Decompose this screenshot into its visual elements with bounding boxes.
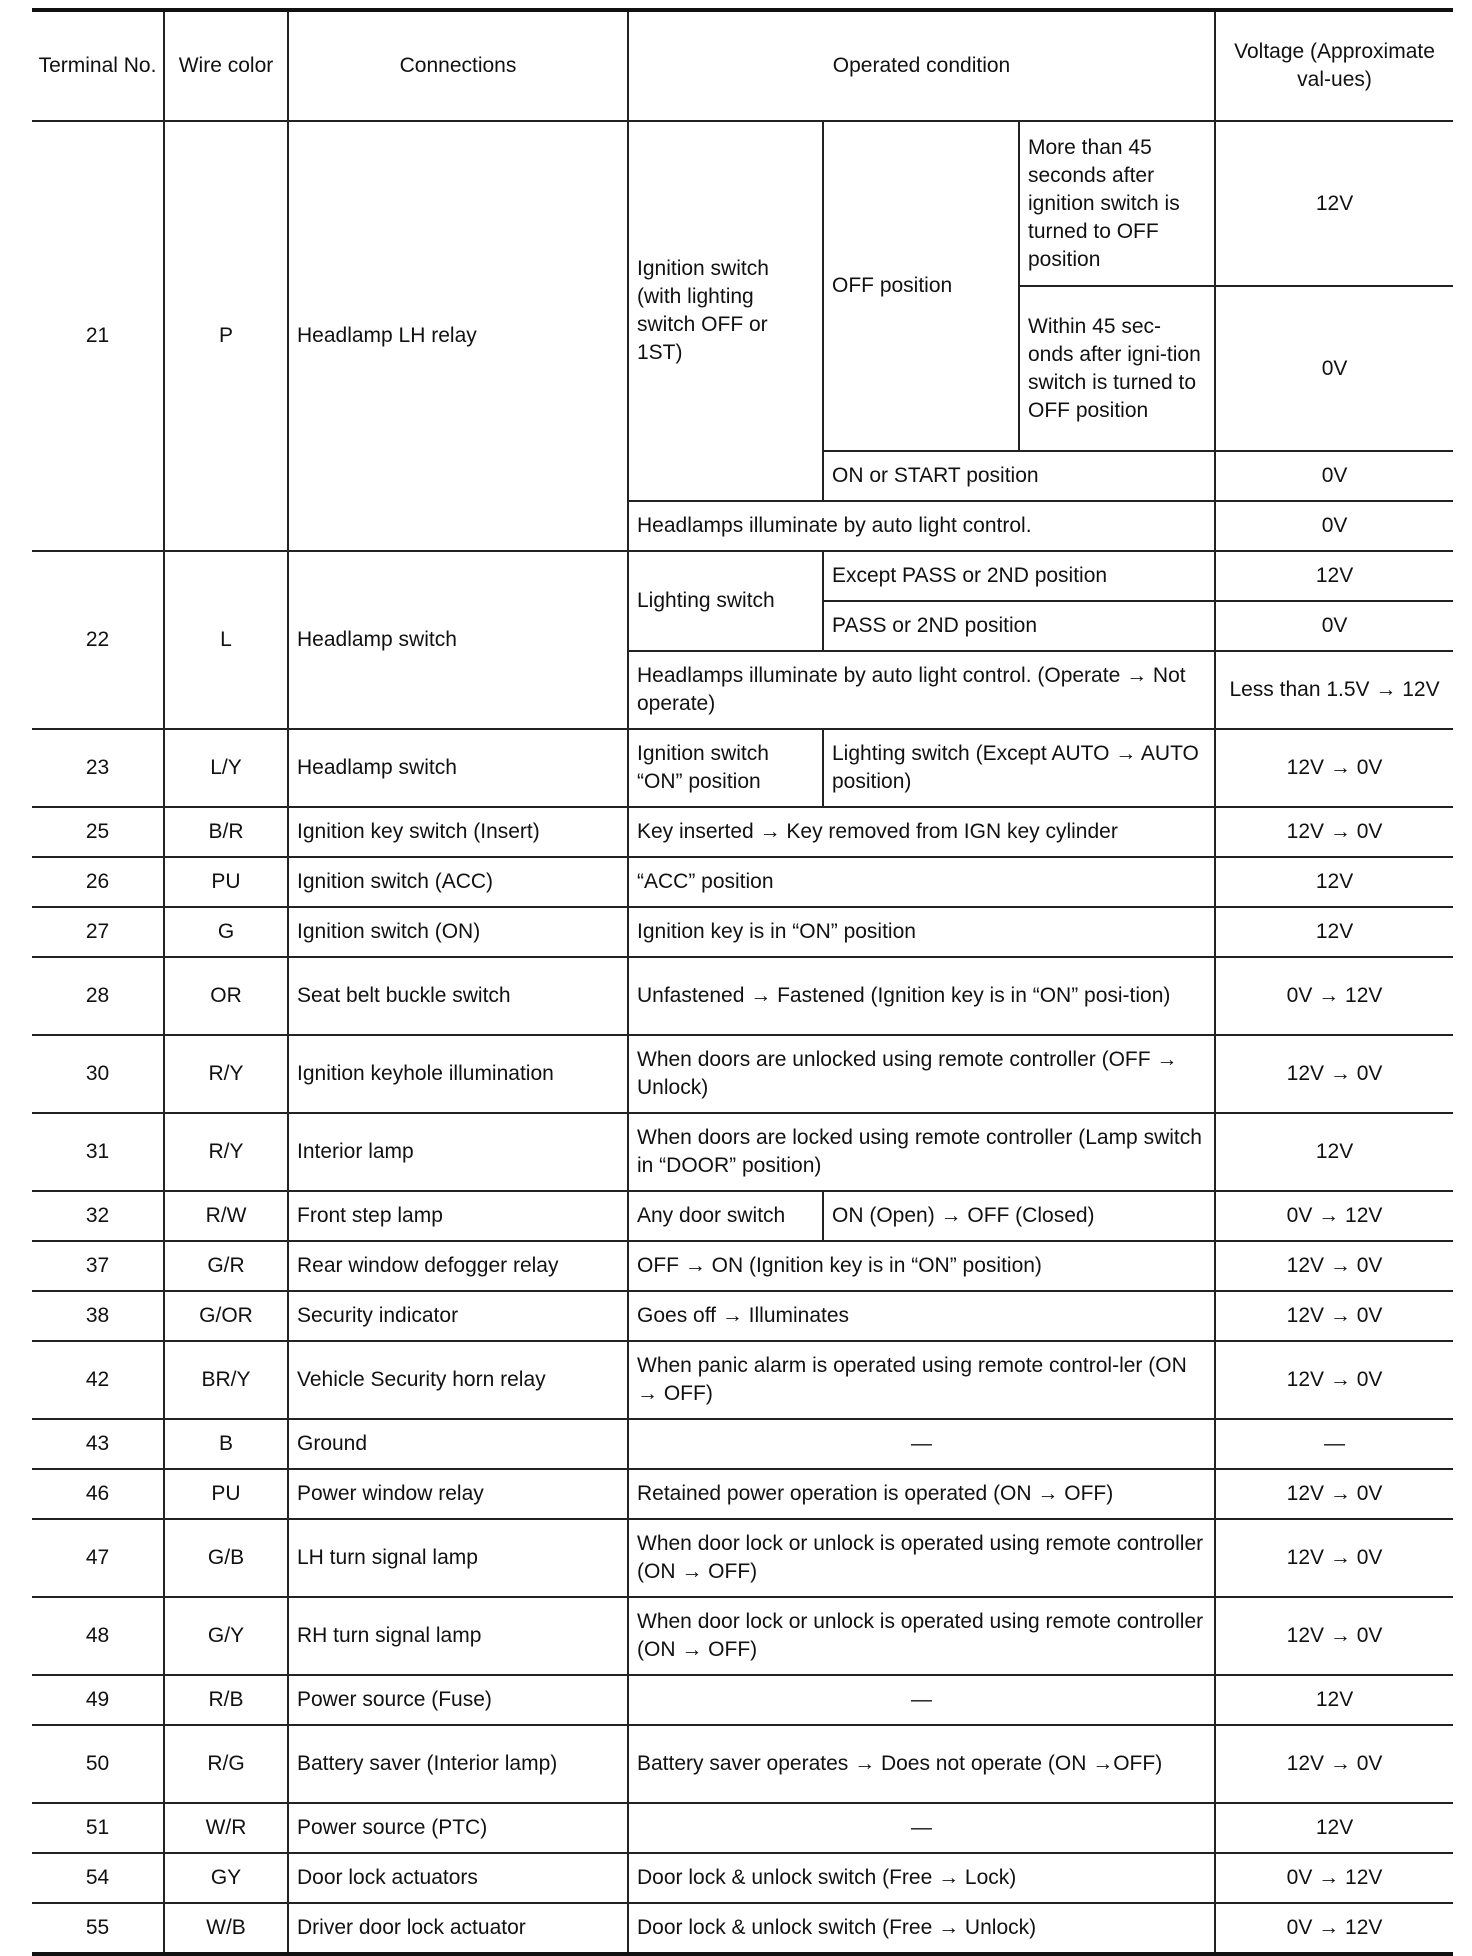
- wire-color-cell: W/B: [164, 1903, 288, 1954]
- wire-color-cell: R/Y: [164, 1113, 288, 1191]
- condition-cell: OFF → ON (Ignition key is in “ON” position): [628, 1241, 1215, 1291]
- wire-color-cell: GY: [164, 1853, 288, 1903]
- condition-cell: Ignition key is in “ON” position: [628, 907, 1215, 957]
- table-row: [32, 807, 1453, 857]
- wire-color-cell: OR: [164, 957, 288, 1035]
- condition-cell: Unfastened → Fastened (Ignition key is in “ON” posi-tion): [628, 957, 1215, 1035]
- header-wire-color: Wire color: [164, 10, 288, 121]
- terminal-cell: 32: [32, 1191, 164, 1241]
- condition-cell: Door lock & unlock switch (Free → Unlock): [628, 1903, 1215, 1954]
- connection-cell: RH turn signal lamp: [288, 1597, 628, 1675]
- condition-cell: “ACC” position: [628, 857, 1215, 907]
- terminal-table: [32, 8, 1453, 1956]
- condition-cell: When doors are locked using remote controller (Lamp switch in “DOOR” position): [628, 1113, 1215, 1191]
- terminal-cell: 21: [32, 121, 164, 551]
- condition-cell: Key inserted → Key removed from IGN key cylinder: [628, 807, 1215, 857]
- table-row: [32, 1291, 1453, 1341]
- condition-cell: Retained power operation is operated (ON → OFF): [628, 1469, 1215, 1519]
- table-row: [32, 729, 1453, 807]
- voltage-cell: 0V → 12V: [1215, 1853, 1453, 1903]
- voltage-cell: 0V → 12V: [1215, 1191, 1453, 1241]
- header-row: [32, 10, 1453, 121]
- connection-cell: Ignition key switch (Insert): [288, 807, 628, 857]
- terminal-cell: 47: [32, 1519, 164, 1597]
- connection-cell: Front step lamp: [288, 1191, 628, 1241]
- voltage-cell: 12V: [1215, 857, 1453, 907]
- voltage-cell: 12V: [1215, 1803, 1453, 1853]
- table-row: [32, 1853, 1453, 1903]
- wire-color-cell: G/Y: [164, 1597, 288, 1675]
- wire-color-cell: PU: [164, 1469, 288, 1519]
- table-row: [32, 121, 1453, 286]
- terminal-cell: 27: [32, 907, 164, 957]
- condition-cell: —: [628, 1419, 1215, 1469]
- connection-cell: Ground: [288, 1419, 628, 1469]
- voltage-cell: 0V: [1215, 286, 1453, 451]
- connection-cell: Door lock actuators: [288, 1853, 628, 1903]
- table-row: [32, 1803, 1453, 1853]
- terminal-cell: 37: [32, 1241, 164, 1291]
- connection-cell: Headlamp LH relay: [288, 121, 628, 551]
- connection-cell: Vehicle Security horn relay: [288, 1341, 628, 1419]
- terminal-cell: 28: [32, 957, 164, 1035]
- condition-cell: PASS or 2ND position: [823, 601, 1215, 651]
- voltage-cell: 0V: [1215, 451, 1453, 501]
- condition-cell: When doors are unlocked using remote controller (OFF → Unlock): [628, 1035, 1215, 1113]
- condition-cell: —: [628, 1675, 1215, 1725]
- condition-cell: Battery saver operates → Does not operate (ON →OFF): [628, 1725, 1215, 1803]
- wire-color-cell: G/OR: [164, 1291, 288, 1341]
- voltage-cell: 12V → 0V: [1215, 1597, 1453, 1675]
- wire-color-cell: L: [164, 551, 288, 729]
- table-row: [32, 1035, 1453, 1113]
- condition-cell: Ignition switch (with lighting switch OFF or 1ST): [628, 121, 823, 501]
- voltage-cell: 12V → 0V: [1215, 1469, 1453, 1519]
- terminal-cell: 48: [32, 1597, 164, 1675]
- condition-cell: Lighting switch (Except AUTO → AUTO position): [823, 729, 1215, 807]
- wire-color-cell: PU: [164, 857, 288, 907]
- terminal-cell: 26: [32, 857, 164, 907]
- condition-cell: When panic alarm is operated using remote control-ler (ON → OFF): [628, 1341, 1215, 1419]
- terminal-cell: 31: [32, 1113, 164, 1191]
- connection-cell: Security indicator: [288, 1291, 628, 1341]
- voltage-cell: 12V → 0V: [1215, 729, 1453, 807]
- table-row: [32, 1469, 1453, 1519]
- table-row: [32, 1675, 1453, 1725]
- voltage-cell: 12V → 0V: [1215, 1241, 1453, 1291]
- voltage-cell: 12V → 0V: [1215, 1519, 1453, 1597]
- terminal-cell: 25: [32, 807, 164, 857]
- condition-cell: When door lock or unlock is operated using remote controller (ON → OFF): [628, 1519, 1215, 1597]
- wire-color-cell: B/R: [164, 807, 288, 857]
- voltage-cell: 12V: [1215, 1113, 1453, 1191]
- connection-cell: Power source (PTC): [288, 1803, 628, 1853]
- terminal-cell: 55: [32, 1903, 164, 1954]
- voltage-cell: 12V → 0V: [1215, 1725, 1453, 1803]
- wire-color-cell: R/W: [164, 1191, 288, 1241]
- condition-cell: Within 45 sec-onds after igni-tion switch is turned to OFF position: [1019, 286, 1215, 451]
- connection-cell: Interior lamp: [288, 1113, 628, 1191]
- table-row: [32, 1341, 1453, 1419]
- connection-cell: Ignition keyhole illumination: [288, 1035, 628, 1113]
- terminal-cell: 43: [32, 1419, 164, 1469]
- table-row: [32, 1113, 1453, 1191]
- table-row: [32, 1191, 1453, 1241]
- terminal-cell: 22: [32, 551, 164, 729]
- connection-cell: Rear window defogger relay: [288, 1241, 628, 1291]
- terminal-cell: 30: [32, 1035, 164, 1113]
- connection-cell: Power source (Fuse): [288, 1675, 628, 1725]
- connection-cell: Battery saver (Interior lamp): [288, 1725, 628, 1803]
- table-row: [32, 957, 1453, 1035]
- condition-cell: ON or START position: [823, 451, 1215, 501]
- terminal-cell: 50: [32, 1725, 164, 1803]
- table-row: [32, 1419, 1453, 1469]
- condition-cell: Except PASS or 2ND position: [823, 551, 1215, 601]
- voltage-cell: 12V: [1215, 121, 1453, 286]
- wire-color-cell: P: [164, 121, 288, 551]
- terminal-cell: 54: [32, 1853, 164, 1903]
- wire-color-cell: R/G: [164, 1725, 288, 1803]
- wire-color-cell: G/R: [164, 1241, 288, 1291]
- terminal-cell: 42: [32, 1341, 164, 1419]
- voltage-cell: —: [1215, 1419, 1453, 1469]
- wire-color-cell: B: [164, 1419, 288, 1469]
- connection-cell: Power window relay: [288, 1469, 628, 1519]
- connection-cell: LH turn signal lamp: [288, 1519, 628, 1597]
- voltage-cell: 0V: [1215, 501, 1453, 551]
- table-row: [32, 907, 1453, 957]
- voltage-cell: 12V → 0V: [1215, 1035, 1453, 1113]
- wire-color-cell: W/R: [164, 1803, 288, 1853]
- condition-cell: ON (Open) → OFF (Closed): [823, 1191, 1215, 1241]
- wire-color-cell: L/Y: [164, 729, 288, 807]
- table-row: [32, 1241, 1453, 1291]
- header-operated-condition: Operated condition: [628, 10, 1215, 121]
- connection-cell: Seat belt buckle switch: [288, 957, 628, 1035]
- header-terminal: Terminal No.: [32, 10, 164, 121]
- voltage-cell: 0V: [1215, 601, 1453, 651]
- table-row: [32, 551, 1453, 601]
- voltage-cell: 12V → 0V: [1215, 1291, 1453, 1341]
- connection-cell: Ignition switch (ACC): [288, 857, 628, 907]
- condition-cell: OFF position: [823, 121, 1019, 451]
- voltage-cell: 0V → 12V: [1215, 957, 1453, 1035]
- condition-cell: Door lock & unlock switch (Free → Lock): [628, 1853, 1215, 1903]
- terminal-cell: 23: [32, 729, 164, 807]
- wire-color-cell: R/B: [164, 1675, 288, 1725]
- connection-cell: Ignition switch (ON): [288, 907, 628, 957]
- terminal-cell: 46: [32, 1469, 164, 1519]
- table-row: [32, 1725, 1453, 1803]
- terminal-cell: 49: [32, 1675, 164, 1725]
- condition-cell: When door lock or unlock is operated using remote controller (ON → OFF): [628, 1597, 1215, 1675]
- condition-cell: Headlamps illuminate by auto light control.: [628, 501, 1215, 551]
- terminal-cell: 51: [32, 1803, 164, 1853]
- header-voltage: Voltage (Approximate val-ues): [1215, 10, 1453, 121]
- terminal-table-page: [32, 8, 1453, 1956]
- voltage-cell: 12V: [1215, 1675, 1453, 1725]
- condition-cell: Ignition switch “ON” position: [628, 729, 823, 807]
- voltage-cell: 0V → 12V: [1215, 1903, 1453, 1954]
- table-row: [32, 1903, 1453, 1954]
- voltage-cell: 12V: [1215, 551, 1453, 601]
- wire-color-cell: BR/Y: [164, 1341, 288, 1419]
- header-connections: Connections: [288, 10, 628, 121]
- condition-cell: Lighting switch: [628, 551, 823, 651]
- wire-color-cell: G: [164, 907, 288, 957]
- voltage-cell: 12V → 0V: [1215, 807, 1453, 857]
- connection-cell: Headlamp switch: [288, 729, 628, 807]
- voltage-cell: 12V → 0V: [1215, 1341, 1453, 1419]
- voltage-cell: 12V: [1215, 907, 1453, 957]
- voltage-cell: Less than 1.5V → 12V: [1215, 651, 1453, 729]
- condition-cell: Goes off → Illuminates: [628, 1291, 1215, 1341]
- table-row: [32, 1519, 1453, 1597]
- condition-cell: —: [628, 1803, 1215, 1853]
- terminal-cell: 38: [32, 1291, 164, 1341]
- connection-cell: Driver door lock actuator: [288, 1903, 628, 1954]
- connection-cell: Headlamp switch: [288, 551, 628, 729]
- table-row: [32, 857, 1453, 907]
- table-row: [32, 1597, 1453, 1675]
- condition-cell: Any door switch: [628, 1191, 823, 1241]
- condition-cell: Headlamps illuminate by auto light control. (Operate → Not operate): [628, 651, 1215, 729]
- wire-color-cell: G/B: [164, 1519, 288, 1597]
- wire-color-cell: R/Y: [164, 1035, 288, 1113]
- condition-cell: More than 45 seconds after ignition switch is turned to OFF position: [1019, 121, 1215, 286]
